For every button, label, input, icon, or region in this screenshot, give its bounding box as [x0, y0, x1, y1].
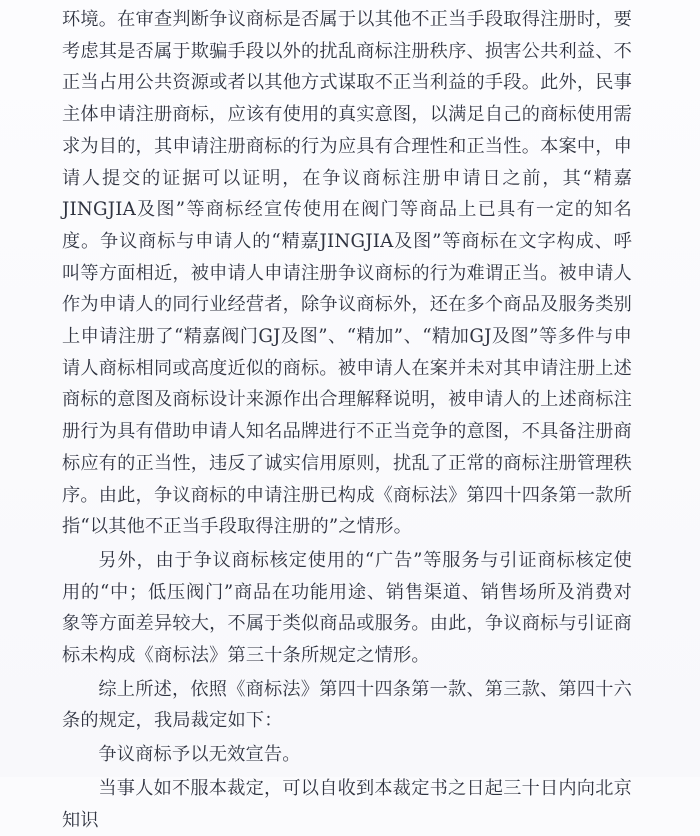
- document-body: [62, 4, 632, 836]
- paragraph-similarity: 另外，由于争议商标核定使用的“广告”等服务与引证商标核定使用的“中；低压阀门”商品在功能用途、销售渠道、销售场所及消费对象等方面差异较大，不属于类似商品或服务。由此，争议商标与引证商标未构成《商标法》第三十条所规定之情形。: [62, 549, 633, 667]
- paragraph-conclusion: 综上所述，依照《商标法》第四十四条第一款、第三款、第四十六条的规定，我局裁定如下：: [62, 678, 632, 732]
- paragraph-appeal-notice: 当事人如不服本裁定，可以自收到本裁定书之日起三十日内向北京知识: [62, 777, 632, 831]
- paragraph-ruling: 争议商标予以无效宣告。: [98, 744, 301, 766]
- paragraph-reasoning: 环境。在审查判断争议商标是否属于以其他不正当手段取得注册时，要考虑其是否属于欺骗手段以外的扰乱商标注册秩序、损害公共利益、不正当占用公共资源或者以其他方式谋取不正当利益的手段。此外，民事主体申请注册商标，应该有使用的真实意图，以满足自己的商标使用需求为目的，其申请注册商标的行为应具有合理性和正当性。本案中，申请人提交的证据可以证明，在争议商标注册申请日之前，其“精嘉JINGJIA及图”等商标经宣传使用在阀门等商品上已具有一定的知名度。争议商标与申请人的“精嘉JINGJIA及图”等商标在文字构成、呼叫等方面相近，被申请人申请注册争议商标的行为难谓正当。被申请人作为申请人的同行业经营者，除争议商标外，还在多个商品及服务类别上申请注册了“精嘉阀门GJ及图”、“精加”、“精加GJ及图”等多件与申请人商标相同或高度近似的商标。被申请人在案并未对其申请注册上述商标的意图及商标设计来源作出合理解释说明，被申请人的上述商标注册行为具有借助申请人知名品牌进行不正当竞争的意图，不具备注册商标应有的正当性，违反了诚实信用原则，扰乱了正常的商标注册管理秩序。由此，争议商标的申请注册已构成《商标法》第四十四条第一款所指“以其他不正当手段取得注册的”之情形。: [62, 9, 633, 538]
